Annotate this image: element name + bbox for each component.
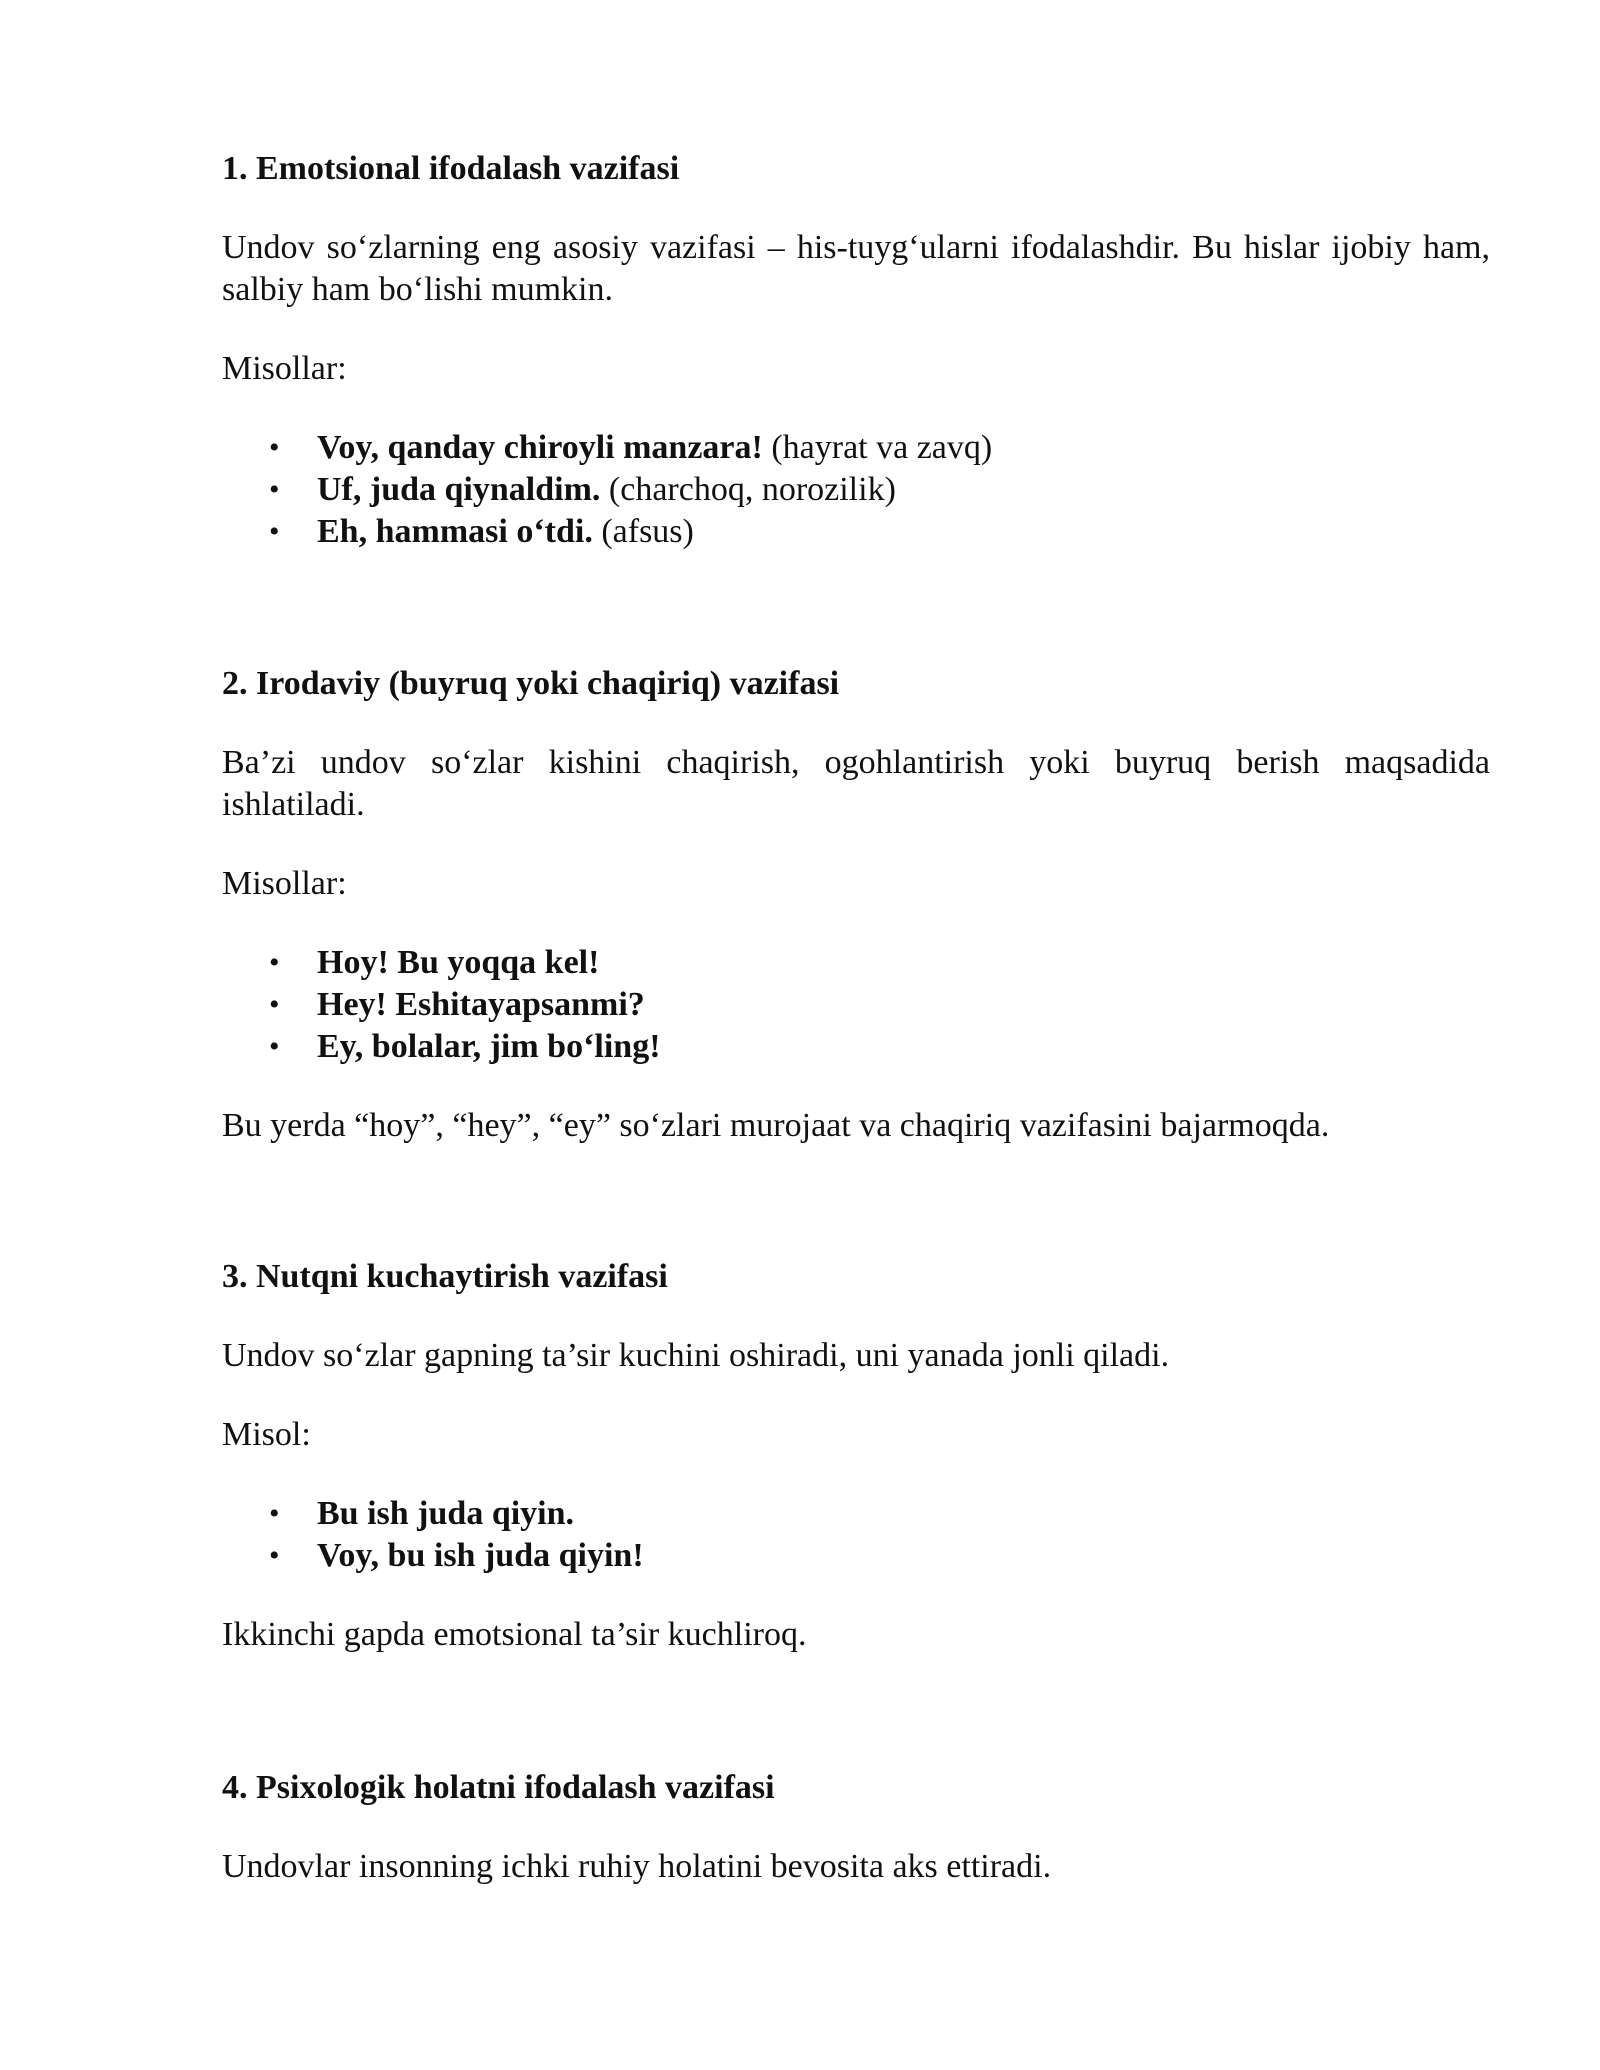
section-paragraph: Ba’zi undov so‘zlar kishini chaqirish, ogohlantirish yoki buyruq berish maqsadida ishlatiladi. [222, 744, 1490, 823]
example-bold: Hoy! Bu yoqqa kel! [317, 944, 600, 981]
list-item [222, 469, 1490, 511]
bullet-icon: • [269, 473, 280, 506]
section-heading: 3. Nutqni kuchaytirish vazifasi [222, 1258, 668, 1295]
bullet-icon: • [269, 1030, 280, 1063]
example-bold: Voy, qanday chiroyli manzara! [317, 429, 763, 466]
section-conclusion: Bu yerda “hoy”, “hey”, “ey” so‘zlari murojaat va chaqiriq vazifasini bajarmoqda. [222, 1107, 1330, 1144]
section-2 [222, 663, 1490, 1147]
section-paragraph: Undov so‘zlarning eng asosiy vazifasi – his-tuyg‘ularni ifodalashdir. Bu hislar ijobiy ham, salbiy ham bo‘lishi mumkin. [222, 229, 1490, 308]
example-note: (hayrat va zavq) [762, 429, 993, 466]
bullet-icon: • [269, 1497, 280, 1530]
bullet-icon: • [269, 946, 280, 979]
example-bold: Voy, bu ish juda qiyin! [317, 1537, 644, 1574]
section-heading: 1. Emotsional ifodalash vazifasi [222, 150, 680, 187]
section-heading: 2. Irodaviy (buyruq yoki chaqiriq) vazifasi [222, 665, 840, 702]
bullet-icon: • [269, 431, 280, 464]
example-bold: Eh, hammasi o‘tdi. [317, 513, 593, 550]
example-note: (afsus) [592, 513, 694, 550]
example-bold: Bu ish juda qiyin. [317, 1495, 575, 1532]
list-item [222, 1535, 1490, 1577]
examples-list [222, 1493, 1490, 1577]
examples-label: Misollar: [222, 865, 347, 902]
section-3 [222, 1256, 1490, 1656]
section-4 [222, 1767, 1490, 1888]
bullet-icon: • [269, 1539, 280, 1572]
example-bold: Uf, juda qiynaldim. [317, 471, 601, 508]
list-item [222, 1493, 1490, 1535]
examples-label: Misol: [222, 1416, 311, 1453]
list-item [222, 984, 1490, 1026]
bullet-icon: • [269, 515, 280, 548]
examples-list [222, 942, 1490, 1068]
examples-list [222, 427, 1490, 553]
list-item [222, 427, 1490, 469]
section-conclusion: Ikkinchi gapda emotsional ta’sir kuchliroq. [222, 1616, 807, 1653]
examples-label: Misollar: [222, 350, 347, 387]
list-item [222, 942, 1490, 984]
section-1 [222, 148, 1490, 553]
section-heading: 4. Psixologik holatni ifodalash vazifasi [222, 1769, 775, 1806]
list-item [222, 1026, 1490, 1068]
section-paragraph: Undovlar insonning ichki ruhiy holatini bevosita aks ettiradi. [222, 1848, 1052, 1885]
bullet-icon: • [269, 988, 280, 1021]
section-paragraph: Undov so‘zlar gapning ta’sir kuchini oshiradi, uni yanada jonli qiladi. [222, 1337, 1170, 1374]
example-note: (charchoq, norozilik) [600, 471, 896, 508]
example-bold: Hey! Eshitayapsanmi? [317, 986, 645, 1023]
list-item [222, 511, 1490, 553]
example-bold: Ey, bolalar, jim bo‘ling! [317, 1028, 661, 1065]
